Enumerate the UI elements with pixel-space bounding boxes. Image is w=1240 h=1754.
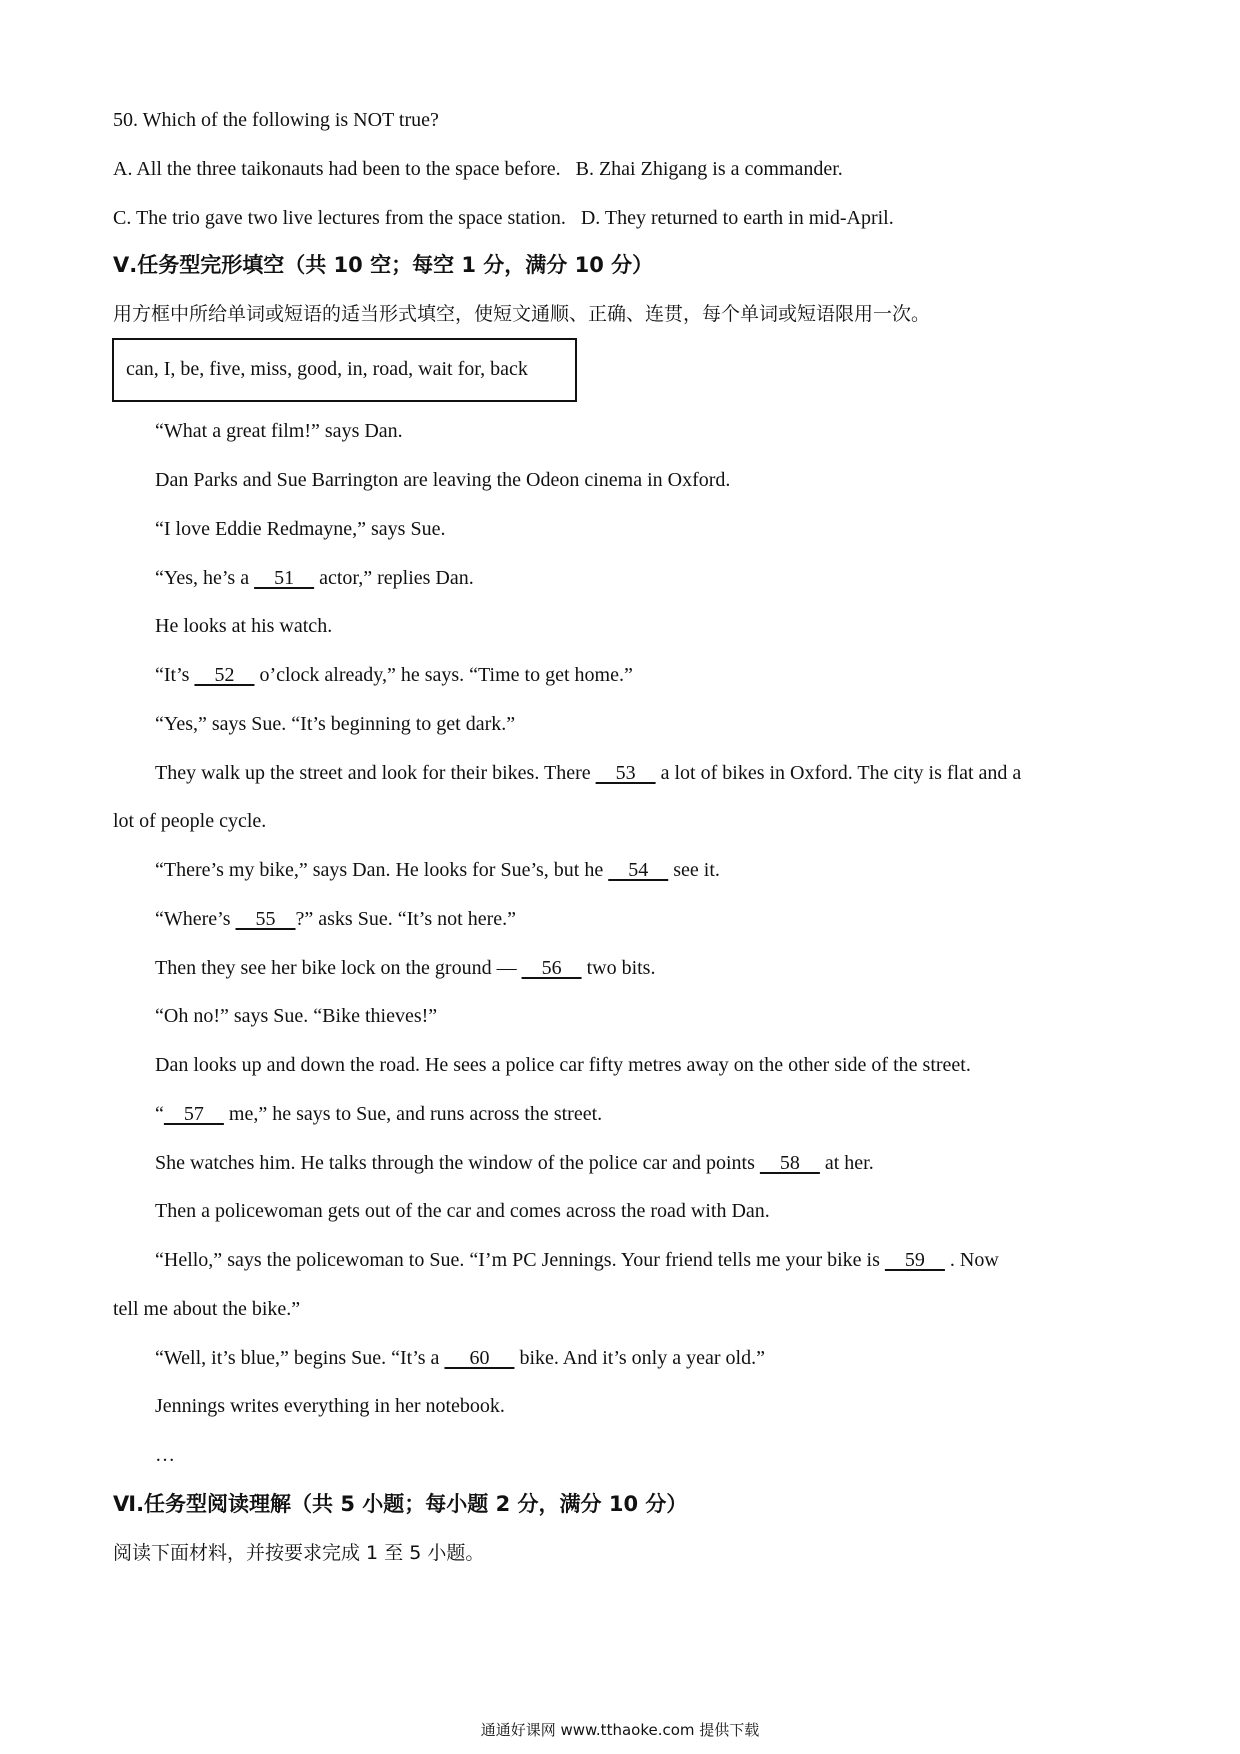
passage-line [155, 955, 655, 981]
q50-option-d: D. They returned to earth in mid-April. [580, 207, 894, 229]
passage-text: bike. And it’s only a year old.” [514, 1347, 765, 1369]
q50-option-b: B. Zhai Zhigang is a commander. [575, 158, 843, 180]
passage-text: two bits. [581, 957, 656, 979]
passage-text: “It’s [155, 664, 195, 686]
passage-text: “Hello,” says the policewoman to Sue. “I’m PC Jennings. Your friend tells me your bike is [155, 1249, 885, 1271]
passage-text: ?” asks Sue. “It’s not here.” [295, 908, 516, 930]
q50-options-ab [113, 156, 843, 182]
section6-heading: Ⅵ.任务型阅读理解（共 5 小题；每小题 2 分，满分 10 分） [113, 1492, 688, 1516]
passage-line: “Oh no!” says Sue. “Bike thieves!” [155, 1005, 438, 1027]
passage-text: “ [155, 1103, 164, 1125]
blank-57: 57 [163, 1103, 224, 1125]
passage-line: “What a great film!” says Dan. [155, 420, 403, 442]
blank-55: 55 [235, 908, 296, 930]
passage-line [155, 857, 720, 883]
section5-heading: Ⅴ.任务型完形填空（共 10 空；每空 1 分，满分 10 分） [113, 253, 654, 277]
passage-text: “There’s my bike,” says Dan. He looks for Sue’s, but he [155, 859, 609, 881]
passage-text: Then they see her bike lock on the ground — [155, 957, 522, 979]
word-box-text: can, I, be, five, miss, good, in, road, wait for, back [126, 358, 528, 380]
blank-58: 58 [759, 1152, 820, 1174]
passage-line: Dan Parks and Sue Barrington are leaving the Odeon cinema in Oxford. [155, 469, 731, 491]
passage-text: “Where’s [155, 908, 236, 930]
blank-56: 56 [521, 957, 582, 979]
passage-line: He looks at his watch. [155, 615, 333, 637]
passage-line [155, 662, 633, 688]
passage-line: Dan looks up and down the road. He sees a police car fifty metres away on the other side of the street. [155, 1054, 971, 1076]
passage-text: actor,” replies Dan. [314, 567, 474, 589]
passage-ellipsis: … [155, 1444, 175, 1466]
passage-line [155, 1101, 602, 1127]
passage-line: lot of people cycle. [113, 810, 267, 832]
blank-51: 51 [254, 567, 315, 589]
passage-text: . Now [944, 1249, 999, 1271]
passage-text: o’clock already,” he says. “Time to get home.” [254, 664, 633, 686]
passage-line [155, 1150, 874, 1176]
q50-stem: 50. Which of the following is NOT true? [113, 109, 439, 131]
q50-option-c: C. The trio gave two live lectures from the space station. [113, 207, 566, 229]
passage-line: “Yes,” says Sue. “It’s beginning to get dark.” [155, 713, 516, 735]
footer-credit: 通通好课网 www.tthaoke.com 提供下载 [480, 1721, 760, 1739]
q50-option-a: A. All the three taikonauts had been to the space before. [113, 158, 561, 180]
passage-line [155, 906, 516, 932]
passage-text: see it. [668, 859, 720, 881]
passage-text: at her. [819, 1152, 874, 1174]
passage-line [155, 760, 1021, 786]
passage-text: a lot of bikes in Oxford. The city is flat and a [655, 762, 1022, 784]
section6-instruction: 阅读下面材料，并按要求完成 1 至 5 小题。 [113, 1542, 485, 1564]
passage-line: tell me about the bike.” [113, 1298, 301, 1320]
blank-59: 59 [884, 1249, 945, 1271]
passage-text: “Yes, he’s a [155, 567, 255, 589]
word-box [112, 338, 577, 402]
blank-52: 52 [194, 664, 255, 686]
passage-line: Then a policewoman gets out of the car and comes across the road with Dan. [155, 1200, 770, 1222]
section5-instruction: 用方框中所给单词或短语的适当形式填空，使短文通顺、正确、连贯，每个单词或短语限用一次。 [113, 303, 931, 325]
passage-line: “I love Eddie Redmayne,” says Sue. [155, 518, 446, 540]
passage-text: me,” he says to Sue, and runs across the street. [223, 1103, 603, 1125]
q50-options-cd [113, 205, 894, 231]
blank-60: 60 [444, 1347, 515, 1369]
passage-text: She watches him. He talks through the window of the police car and points [155, 1152, 760, 1174]
passage-text: “Well, it’s blue,” begins Sue. “It’s a [155, 1347, 445, 1369]
passage-text: They walk up the street and look for their bikes. There [155, 762, 596, 784]
blank-54: 54 [608, 859, 669, 881]
blank-53: 53 [595, 762, 656, 784]
passage-line [155, 565, 474, 591]
passage-line [155, 1247, 999, 1273]
passage-line [155, 1345, 765, 1371]
passage-line: Jennings writes everything in her notebook. [155, 1395, 505, 1417]
